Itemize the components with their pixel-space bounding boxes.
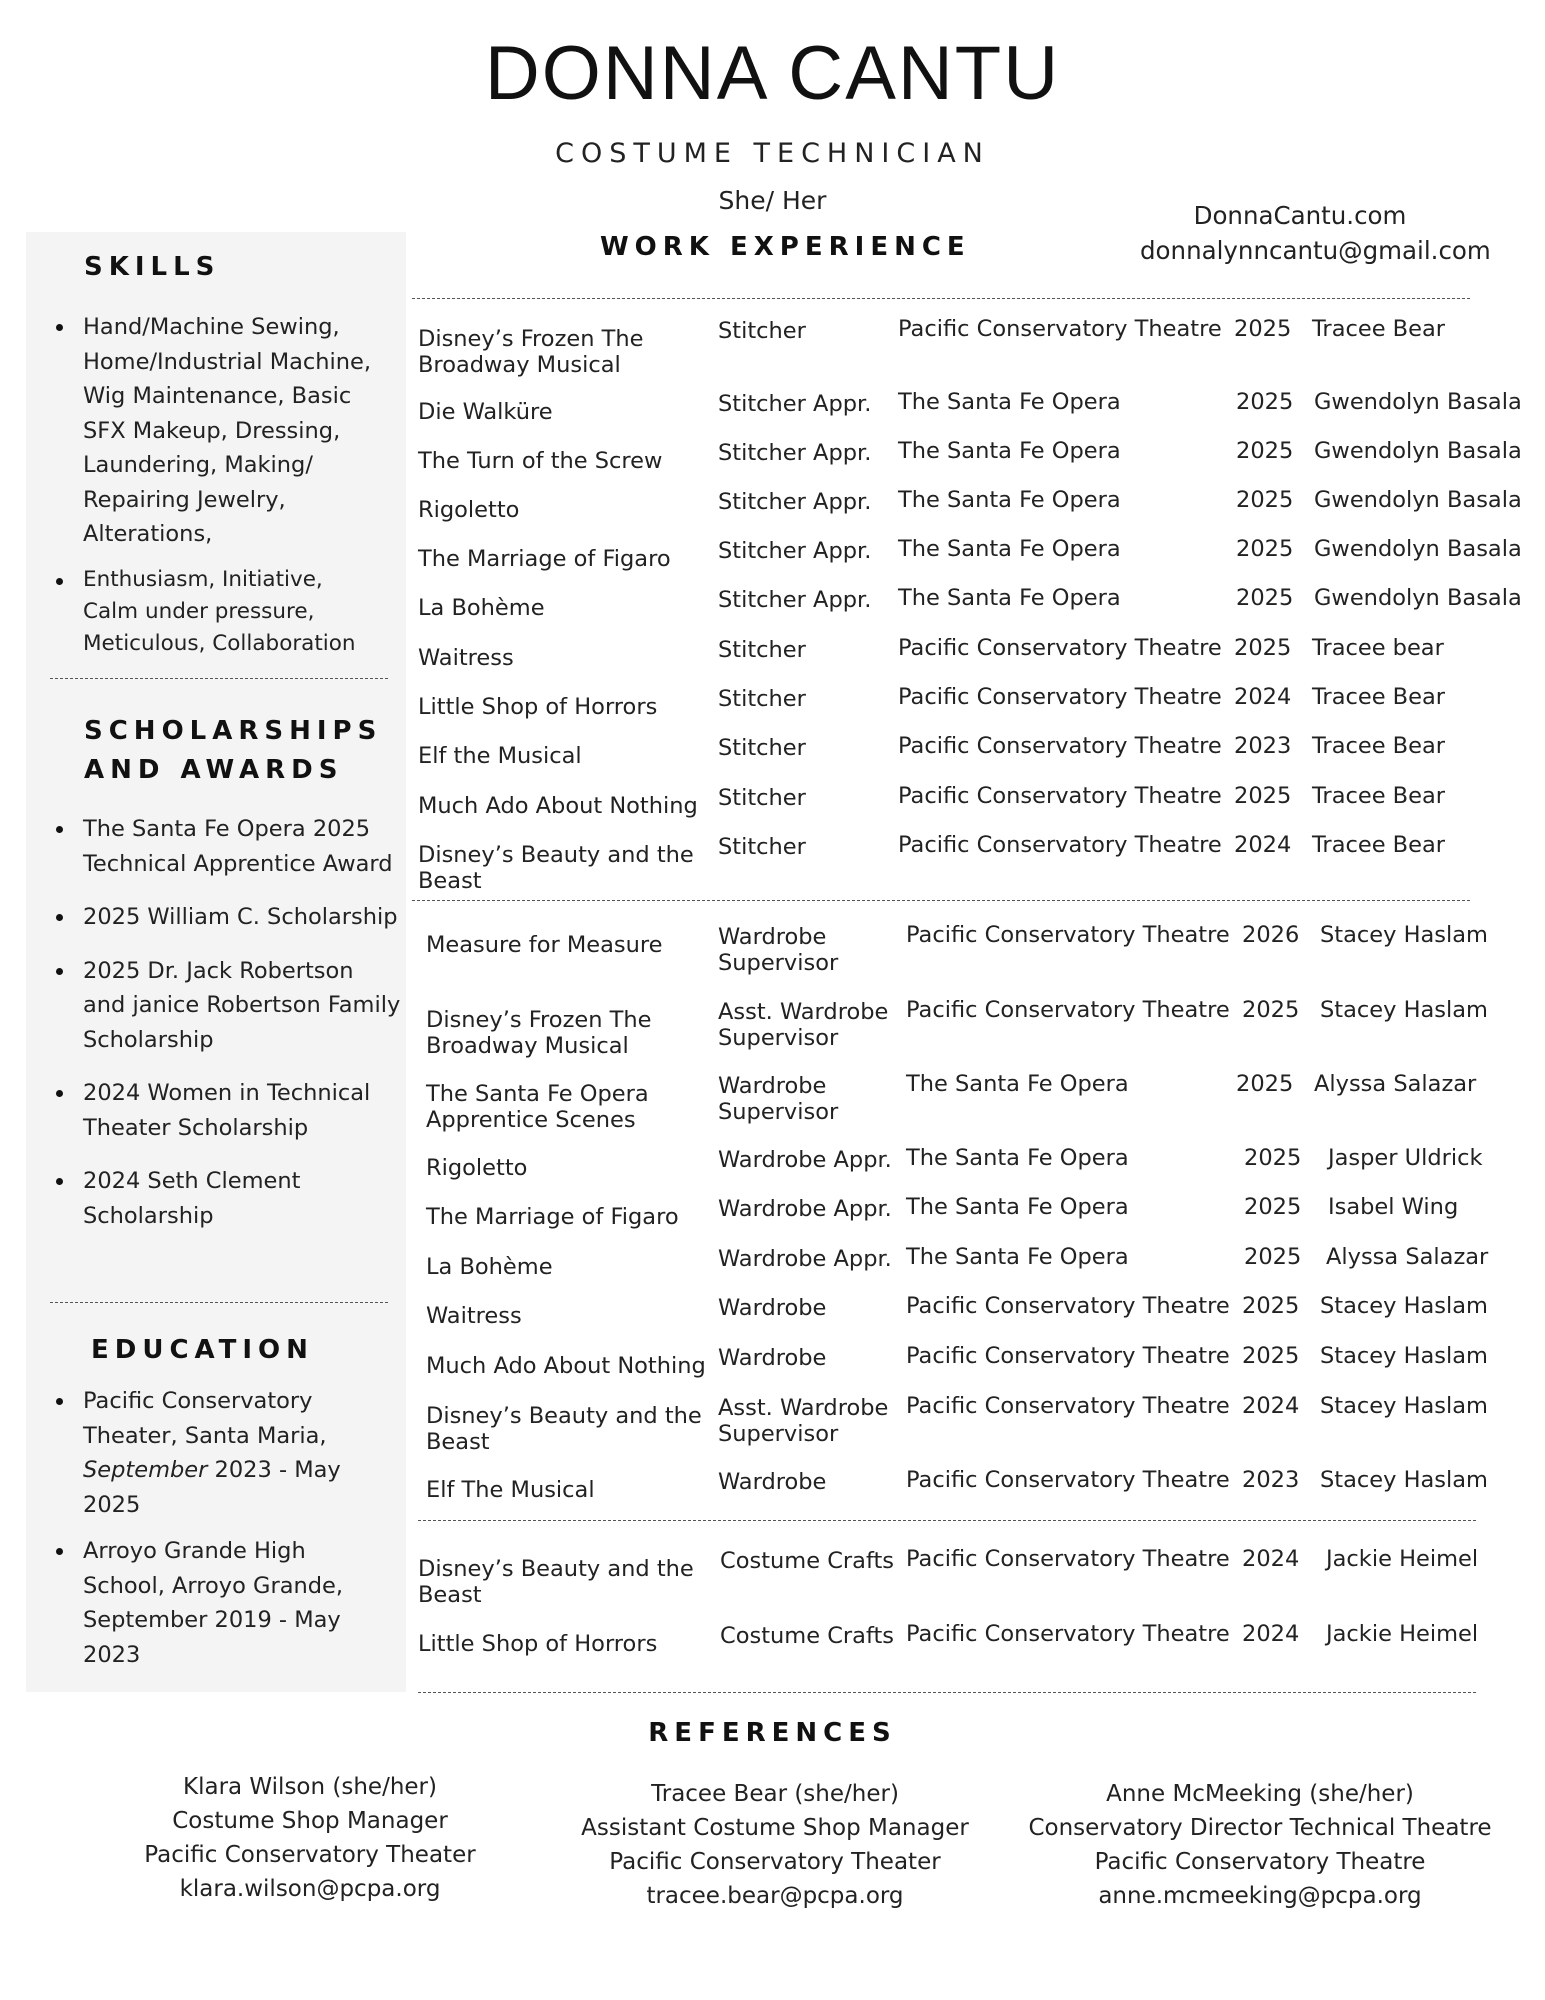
work-year: 2025 <box>1234 316 1292 342</box>
work-company: The Santa Fe Opera <box>906 1244 1129 1270</box>
work-production: Much Ado About Nothing <box>418 793 698 819</box>
divider <box>418 1692 1476 1693</box>
work-company: Pacific Conservatory Theatre <box>906 1546 1230 1572</box>
work-role: Stitcher <box>718 318 806 344</box>
list-item: Hand/Machine Sewing, Home/Industrial Machine, Wig Maintenance, Basic SFX Makeup, Dressing, Laundering, Making/ Repairing Jewelry, Alterations, <box>51 310 381 552</box>
work-production: Disney’s Frozen The Broadway Musical <box>426 1007 652 1059</box>
work-year: 2025 <box>1242 1343 1300 1369</box>
work-company: The Santa Fe Opera <box>898 438 1121 464</box>
work-year: 2025 <box>1244 1145 1302 1171</box>
work-production: The Marriage of Figaro <box>418 546 671 572</box>
work-supervisor: Jackie Heimel <box>1326 1546 1479 1572</box>
work-company: The Santa Fe Opera <box>898 536 1121 562</box>
education-lead: Pacific Conservatory Theater, Santa Maria, <box>83 1388 327 1449</box>
work-role: Wardrobe Appr. <box>718 1147 892 1173</box>
reference-name: Klara Wilson (she/her) <box>183 1774 437 1800</box>
work-role: Stitcher Appr. <box>718 587 872 613</box>
work-row <box>0 1395 1545 1455</box>
work-supervisor: Tracee Bear <box>1312 316 1446 342</box>
work-production: Waitress <box>426 1303 522 1329</box>
work-year: 2024 <box>1242 1393 1300 1419</box>
work-company: Pacific Conservatory Theatre <box>906 1621 1230 1647</box>
work-year: 2025 <box>1244 1244 1302 1270</box>
work-company: Pacific Conservatory Theatre <box>898 733 1222 759</box>
work-supervisor: Stacey Haslam <box>1320 1467 1488 1493</box>
list-item: Arroyo Grande High School, Arroyo Grande, September 2019 - May 2023 <box>51 1534 361 1672</box>
work-role: Wardrobe <box>718 1345 827 1371</box>
work-role: Stitcher <box>718 637 806 663</box>
work-production: Rigoletto <box>418 497 520 523</box>
work-company: Pacific Conservatory Theatre <box>906 922 1230 948</box>
reference-org: Pacific Conservatory Theater <box>609 1849 941 1875</box>
work-supervisor: Gwendolyn Basala <box>1314 438 1522 464</box>
list-item: 2025 William C. Scholarship <box>51 900 401 935</box>
work-company: The Santa Fe Opera <box>898 585 1121 611</box>
work-production: Waitress <box>418 645 514 671</box>
work-role: Stitcher Appr. <box>718 538 872 564</box>
work-supervisor: Gwendolyn Basala <box>1314 585 1522 611</box>
list-item: 2024 Seth Clement Scholarship <box>51 1164 401 1233</box>
list-item: 2025 Dr. Jack Robertson and janice Robertson Family Scholarship <box>51 954 401 1058</box>
work-role: Wardrobe Supervisor <box>718 1073 839 1125</box>
contact-block <box>1140 198 1491 268</box>
work-company: Pacific Conservatory Theatre <box>906 1467 1230 1493</box>
divider <box>418 1520 1476 1521</box>
work-row <box>0 318 1545 378</box>
work-role: Stitcher <box>718 834 806 860</box>
work-year: 2025 <box>1234 635 1292 661</box>
work-company: The Santa Fe Opera <box>906 1145 1129 1171</box>
work-company: Pacific Conservatory Theatre <box>906 1293 1230 1319</box>
work-production: Little Shop of Horrors <box>418 694 658 720</box>
work-company: The Santa Fe Opera <box>898 389 1121 415</box>
reference-email[interactable]: anne.mcmeeking@pcpa.org <box>1098 1883 1422 1909</box>
work-production: La Bohème <box>426 1254 553 1280</box>
work-year: 2025 <box>1236 536 1294 562</box>
work-role: Wardrobe <box>718 1295 827 1321</box>
work-company: Pacific Conservatory Theatre <box>906 997 1230 1023</box>
work-year: 2025 <box>1236 1071 1294 1097</box>
reference-email[interactable]: klara.wilson@pcpa.org <box>179 1876 441 1902</box>
work-company: Pacific Conservatory Theatre <box>906 1393 1230 1419</box>
work-year: 2025 <box>1234 783 1292 809</box>
work-supervisor: Tracee Bear <box>1312 783 1446 809</box>
work-role: Wardrobe Appr. <box>718 1246 892 1272</box>
work-year: 2023 <box>1242 1467 1300 1493</box>
work-role: Stitcher Appr. <box>718 489 872 515</box>
website-link[interactable]: DonnaCantu.com <box>1193 201 1407 230</box>
work-row <box>0 999 1545 1059</box>
education-month: September <box>83 1457 208 1483</box>
job-title: COSTUME TECHNICIAN <box>555 138 990 169</box>
work-role: Wardrobe Appr. <box>718 1196 892 1222</box>
work-role: Asst. Wardrobe Supervisor <box>718 999 889 1051</box>
work-supervisor: Stacey Haslam <box>1320 1393 1488 1419</box>
work-role: Stitcher <box>718 735 806 761</box>
work-supervisor: Gwendolyn Basala <box>1314 487 1522 513</box>
awards-heading-line1: SCHOLARSHIPS <box>84 716 383 746</box>
work-production: La Bohème <box>418 595 545 621</box>
work-production: Disney’s Frozen The Broadway Musical <box>418 326 644 378</box>
work-role: Stitcher <box>718 785 806 811</box>
work-production: Elf the Musical <box>418 743 582 769</box>
work-year: 2026 <box>1242 922 1300 948</box>
work-experience-heading: WORK EXPERIENCE <box>600 232 971 262</box>
work-supervisor: Stacey Haslam <box>1320 922 1488 948</box>
work-company: The Santa Fe Opera <box>898 487 1121 513</box>
work-year: 2025 <box>1244 1194 1302 1220</box>
work-production: Disney’s Beauty and the Beast <box>426 1403 702 1455</box>
work-supervisor: Alyssa Salazar <box>1326 1244 1489 1270</box>
work-supervisor: Stacey Haslam <box>1320 1343 1488 1369</box>
work-supervisor: Jasper Uldrick <box>1328 1145 1483 1171</box>
reference-name: Tracee Bear (she/her) <box>651 1781 899 1807</box>
reference-email[interactable]: tracee.bear@pcpa.org <box>646 1883 904 1909</box>
work-production: The Turn of the Screw <box>418 448 663 474</box>
list-item: The Santa Fe Opera 2025 Technical Apprentice Award <box>51 812 401 881</box>
work-supervisor: Stacey Haslam <box>1320 1293 1488 1319</box>
reference-role: Costume Shop Manager <box>172 1808 448 1834</box>
work-supervisor: Gwendolyn Basala <box>1314 389 1522 415</box>
work-year: 2024 <box>1234 684 1292 710</box>
work-year: 2025 <box>1242 1293 1300 1319</box>
skills-heading: SKILLS <box>84 252 221 282</box>
work-company: Pacific Conservatory Theatre <box>898 832 1222 858</box>
work-role: Stitcher Appr. <box>718 440 872 466</box>
work-year: 2025 <box>1236 585 1294 611</box>
work-row <box>0 1548 1545 1608</box>
list-item: Enthusiasm, Initiative, Calm under pressure, Meticulous, Collaboration <box>51 564 381 660</box>
work-supervisor: Alyssa Salazar <box>1314 1071 1477 1097</box>
reference-org: Pacific Conservatory Theatre <box>1094 1849 1426 1875</box>
reference-org: Pacific Conservatory Theater <box>144 1842 476 1868</box>
work-row <box>0 924 1545 984</box>
reference-card <box>1020 1777 1500 1913</box>
work-year: 2024 <box>1242 1621 1300 1647</box>
work-role: Costume Crafts <box>720 1623 895 1649</box>
work-company: Pacific Conservatory Theatre <box>898 316 1222 342</box>
education-heading: EDUCATION <box>91 1335 314 1365</box>
work-supervisor: Tracee Bear <box>1312 684 1446 710</box>
work-year: 2025 <box>1236 487 1294 513</box>
work-production: Elf The Musical <box>426 1477 595 1503</box>
work-company: Pacific Conservatory Theatre <box>898 635 1222 661</box>
work-production: Rigoletto <box>426 1155 528 1181</box>
reference-card <box>130 1770 490 1906</box>
work-year: 2023 <box>1234 733 1292 759</box>
work-row <box>0 1073 1545 1133</box>
work-production: Much Ado About Nothing <box>426 1353 706 1379</box>
work-production: Disney’s Beauty and the Beast <box>418 842 694 894</box>
work-year: 2025 <box>1236 438 1294 464</box>
work-supervisor: Tracee bear <box>1312 635 1444 661</box>
work-role: Stitcher Appr. <box>718 391 872 417</box>
work-role: Wardrobe Supervisor <box>718 924 839 976</box>
work-role: Stitcher <box>718 686 806 712</box>
work-year: 2024 <box>1234 832 1292 858</box>
work-role: Asst. Wardrobe Supervisor <box>718 1395 889 1447</box>
work-year: 2024 <box>1242 1546 1300 1572</box>
reference-name: Anne McMeeking (she/her) <box>1106 1781 1414 1807</box>
work-supervisor: Tracee Bear <box>1312 733 1446 759</box>
reference-role: Conservatory Director Technical Theatre <box>1028 1815 1492 1841</box>
pronouns: She/ Her <box>718 186 827 215</box>
work-production: Die Walküre <box>418 399 553 425</box>
divider <box>412 900 1470 901</box>
work-supervisor: Isabel Wing <box>1328 1194 1459 1220</box>
divider <box>412 298 1470 299</box>
education-rest: 2023 - May 2025 <box>83 1457 341 1518</box>
work-production: Measure for Measure <box>426 932 663 958</box>
work-row <box>0 834 1545 894</box>
work-supervisor: Tracee Bear <box>1312 832 1446 858</box>
work-year: 2025 <box>1242 997 1300 1023</box>
work-company: The Santa Fe Opera <box>906 1194 1129 1220</box>
work-production: The Santa Fe Opera Apprentice Scenes <box>426 1081 649 1133</box>
work-role: Costume Crafts <box>720 1548 895 1574</box>
email-link[interactable]: donnalynncantu@gmail.com <box>1140 236 1491 265</box>
work-production: The Marriage of Figaro <box>426 1204 679 1230</box>
reference-role: Assistant Costume Shop Manager <box>581 1815 969 1841</box>
work-supervisor: Jackie Heimel <box>1326 1621 1479 1647</box>
work-production: Little Shop of Horrors <box>418 1631 658 1657</box>
work-row <box>0 1623 1545 1683</box>
work-supervisor: Gwendolyn Basala <box>1314 536 1522 562</box>
work-year: 2025 <box>1236 389 1294 415</box>
work-company: The Santa Fe Opera <box>906 1071 1129 1097</box>
work-company: Pacific Conservatory Theatre <box>906 1343 1230 1369</box>
list-item: 2024 Women in Technical Theater Scholarship <box>51 1076 401 1145</box>
reference-card <box>575 1777 975 1913</box>
resume-name: DONNA CANTU <box>484 31 1061 116</box>
work-role: Wardrobe <box>718 1469 827 1495</box>
work-production: Disney’s Beauty and the Beast <box>418 1556 694 1608</box>
awards-heading-line2: AND AWARDS <box>84 755 344 785</box>
references-heading: REFERENCES <box>648 1718 897 1748</box>
work-company: Pacific Conservatory Theatre <box>898 684 1222 710</box>
work-company: Pacific Conservatory Theatre <box>898 783 1222 809</box>
work-supervisor: Stacey Haslam <box>1320 997 1488 1023</box>
